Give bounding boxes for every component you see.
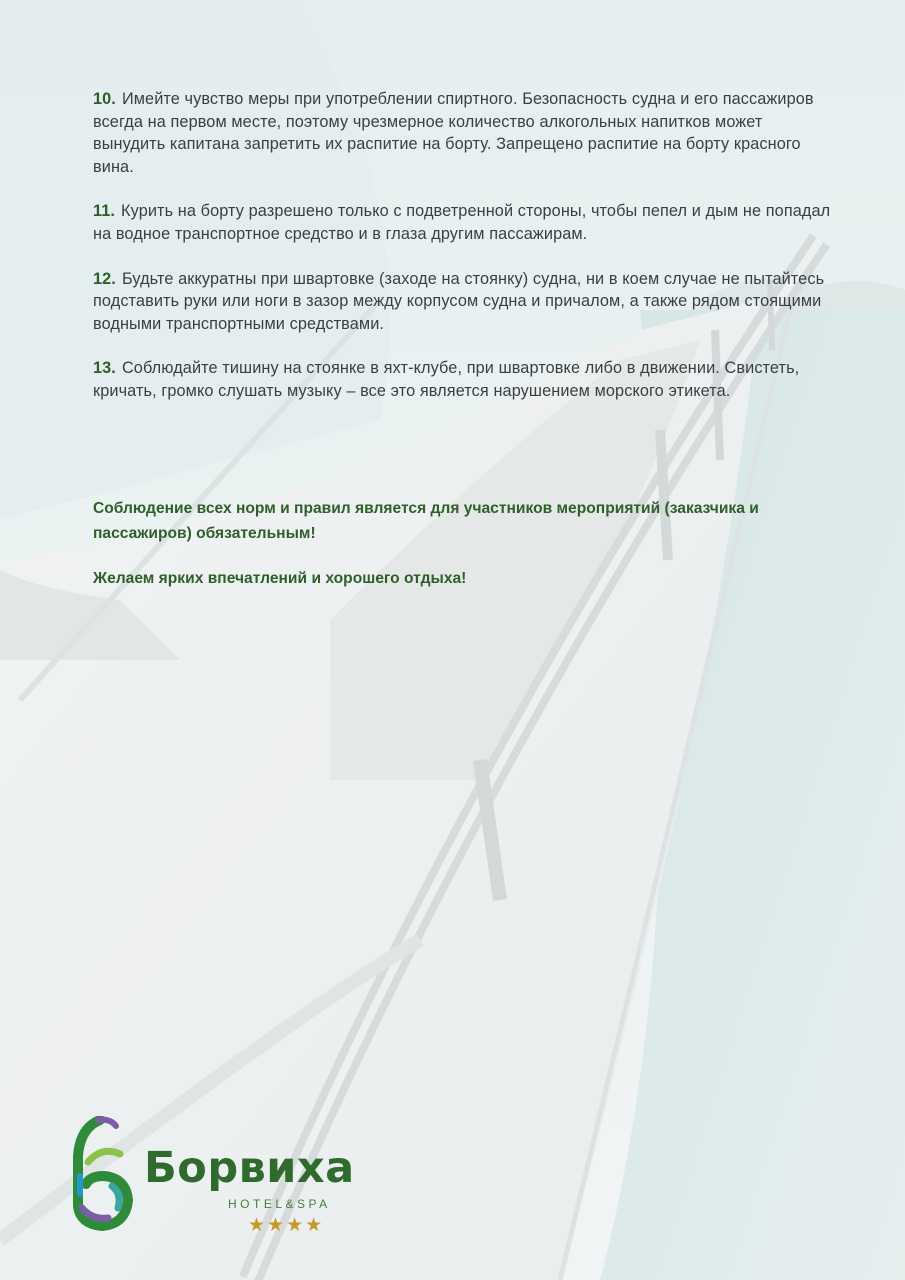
closing-notes xyxy=(93,496,838,611)
borvikha-leaf-b-icon xyxy=(68,1116,138,1231)
rule-number: 12. xyxy=(93,269,116,288)
borvikha-logo xyxy=(68,1116,358,1246)
logo-subtitle: HOTEL&SPA xyxy=(228,1197,331,1211)
rule-text: Соблюдайте тишину на стоянке в яхт-клубе, при швартовке либо в движении. Свистеть, кричать, громко слушать музыку – все это является нарушением морского этикета. xyxy=(93,359,800,400)
rule-text: Будьте аккуратны при швартовке (заходе на стоянку) судна, ни в коем случае не пытайтесь подставить руки или ноги в зазор между корпусом судна и причалом, а также рядом стоящими водными транспортными средствами. xyxy=(93,269,825,333)
rule-text: Курить на борту разрешено только с подветренной стороны, чтобы пепел и дым не попадал на водное транспортное средство и в глаза другим пассажирам. xyxy=(93,202,831,243)
star-rating: ★★★★ xyxy=(248,1214,325,1236)
obligation-note: Соблюдение всех норм и правил является для участников мероприятий (заказчика и пассажиров) обязательным! xyxy=(93,500,759,542)
rule-13 xyxy=(93,357,838,402)
wish-note: Желаем ярких впечатлений и хорошего отдыха! xyxy=(93,570,467,587)
logo-name: Борвиха xyxy=(144,1143,355,1193)
rule-number: 10. xyxy=(93,90,116,108)
rules-list xyxy=(93,88,838,425)
rule-number: 11. xyxy=(93,202,116,221)
rule-11 xyxy=(93,200,838,245)
rule-10 xyxy=(93,88,838,178)
rule-number: 13. xyxy=(93,359,116,378)
rule-12 xyxy=(93,268,838,336)
rule-text: Имейте чувство меры при употреблении спиртного. Безопасность судна и его пассажиров всегда на первом месте, поэтому чрезмерное количество алкогольных напитков может вынудить капитана запретить их распитие на борту. Запрещено распитие на борту красного вина. xyxy=(93,90,814,176)
